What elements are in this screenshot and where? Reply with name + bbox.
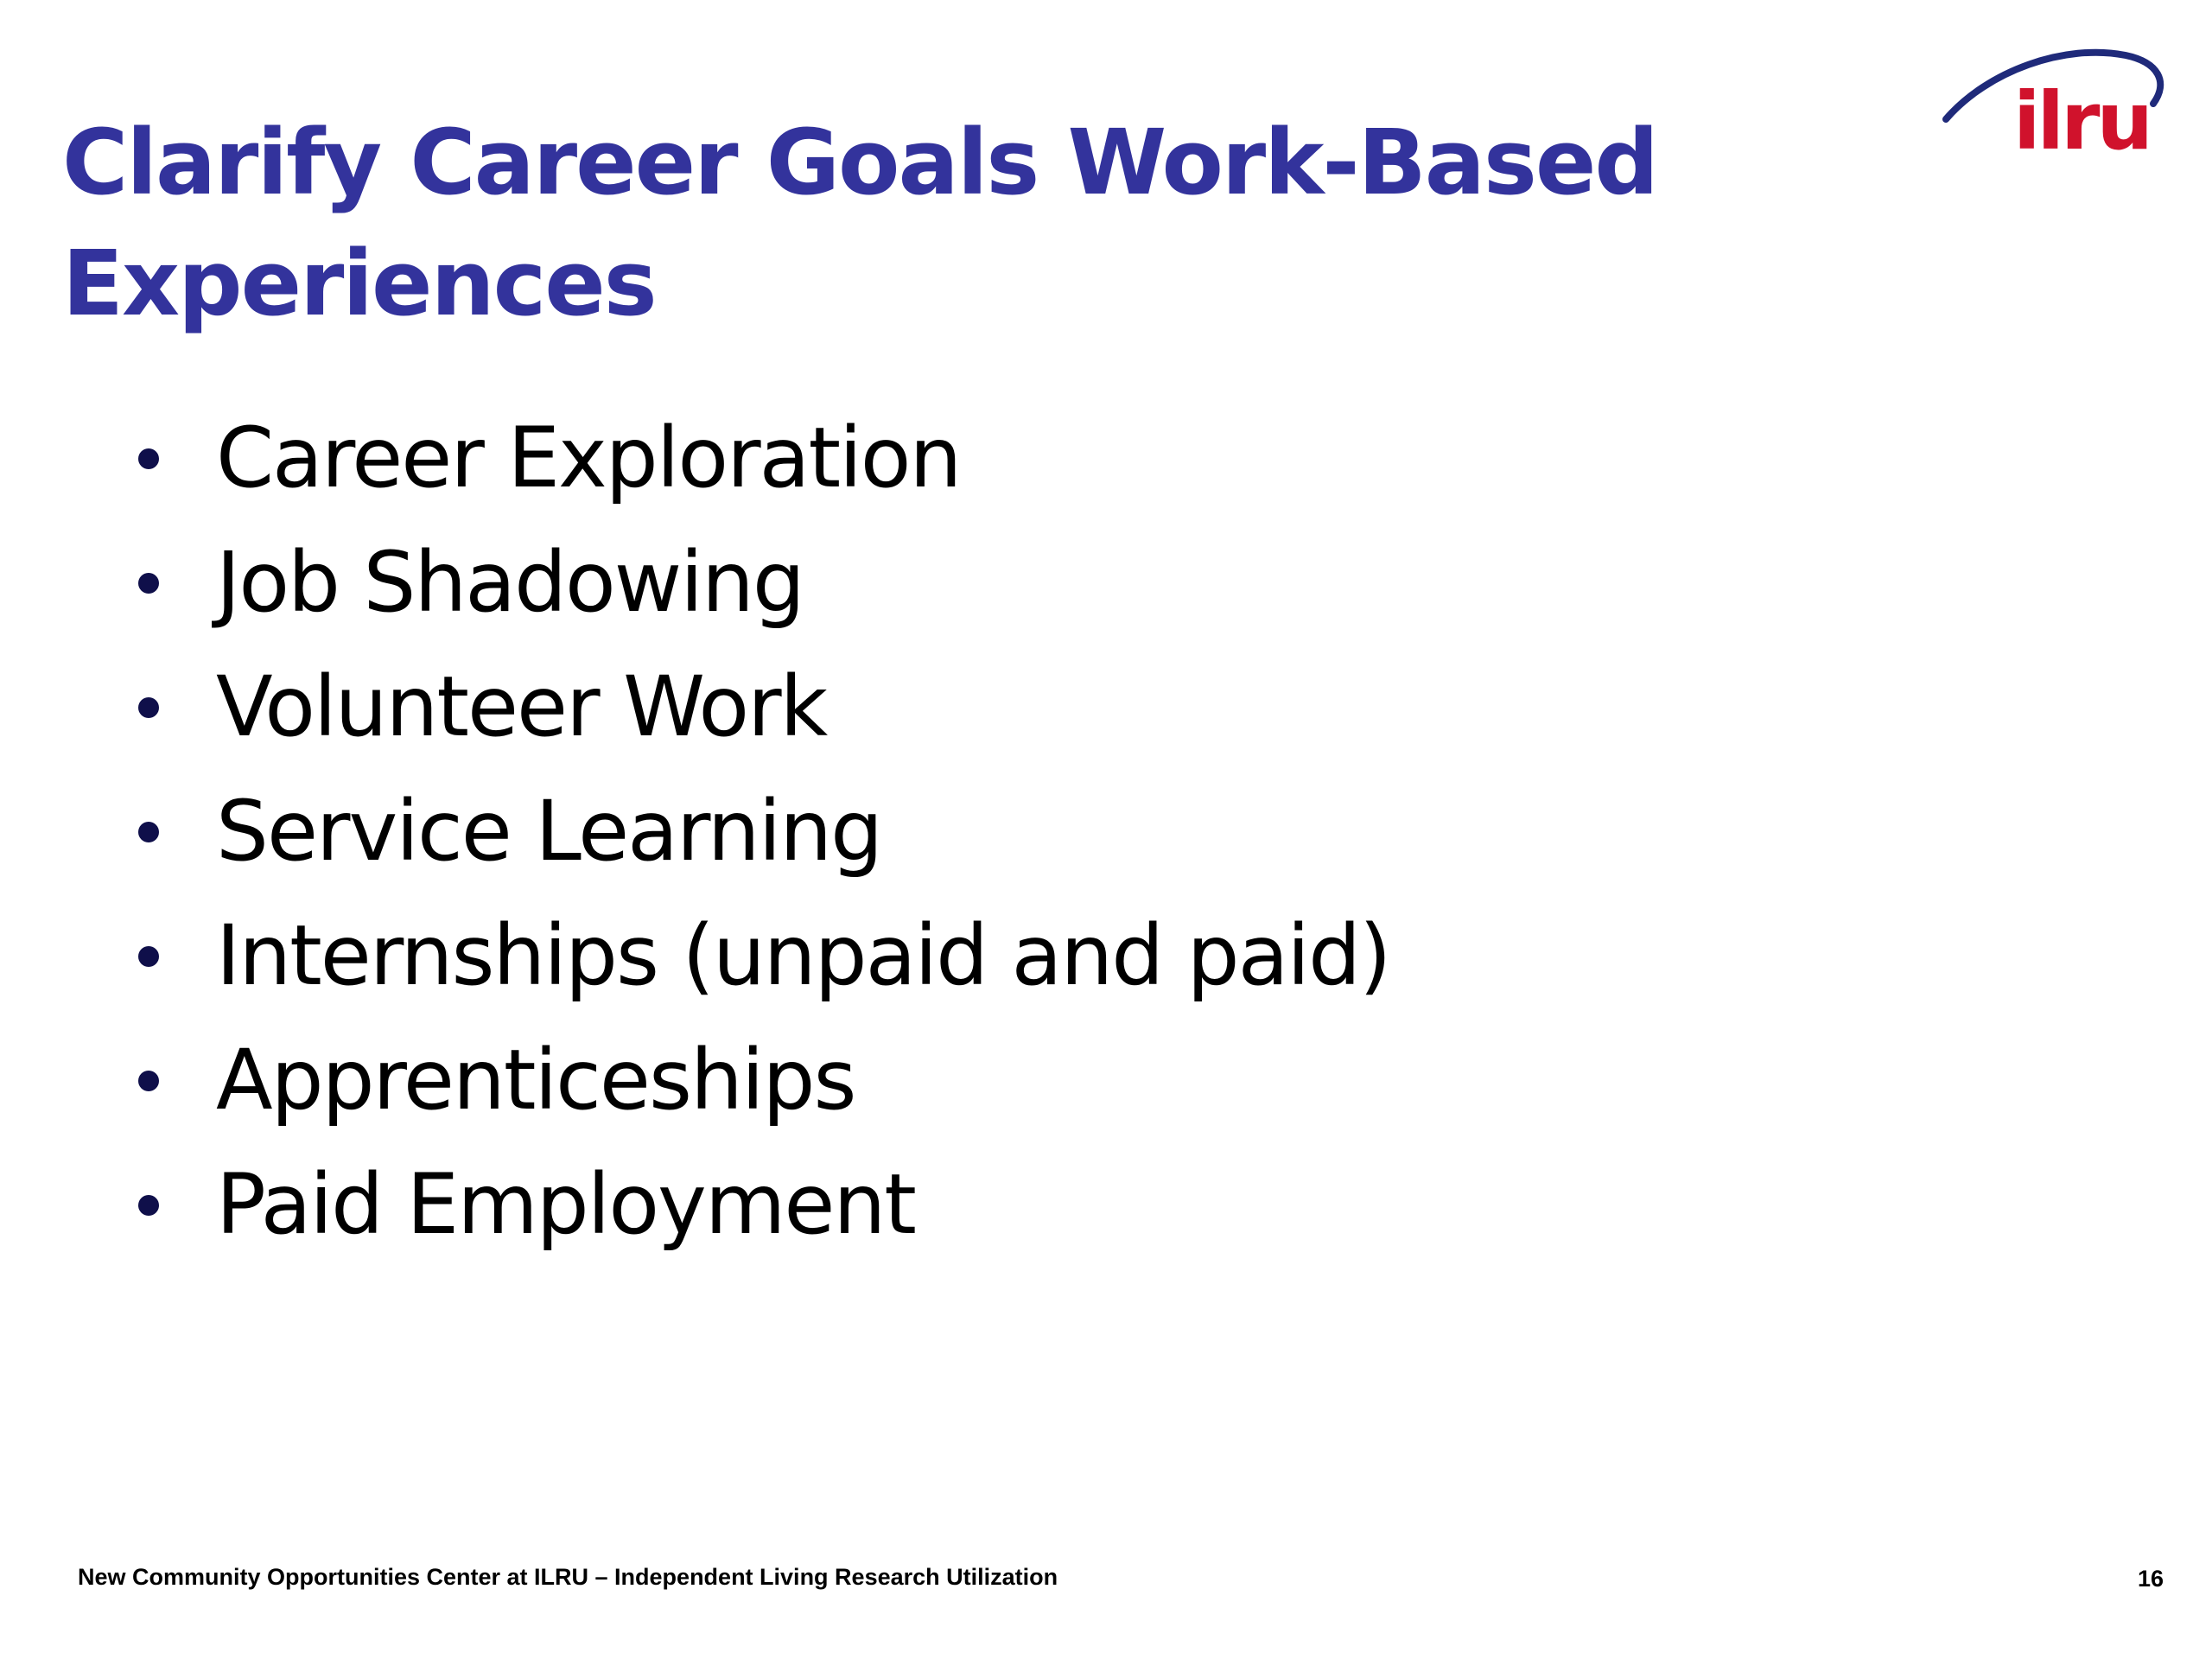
- footer-text: New Community Opportunities Center at ILRU – Independent Living Research Utilization: [78, 1564, 1058, 1590]
- page-number: 16: [2137, 1566, 2164, 1592]
- list-item-text: Career Exploration: [216, 410, 961, 506]
- bullet-icon: [138, 697, 159, 718]
- list-item: [130, 779, 1389, 904]
- bullet-icon: [138, 448, 159, 469]
- logo-text: ilru: [2013, 75, 2150, 164]
- list-item-text: Volunteer Work: [216, 658, 827, 755]
- list-item: [130, 655, 1389, 779]
- bullet-icon: [138, 1195, 159, 1216]
- list-item: [130, 1028, 1389, 1153]
- list-item-text: Internships (unpaid and paid): [216, 907, 1390, 1004]
- list-item: [130, 531, 1389, 655]
- slide-title: [62, 102, 1704, 344]
- slide-title-line-2: Experiences: [62, 231, 656, 336]
- slide-title-line-1: Clarify Career Goals Work-Based: [62, 110, 1657, 215]
- bullet-icon: [138, 822, 159, 842]
- list-item-text: Job Shadowing: [216, 534, 804, 631]
- list-item-text: Service Learning: [216, 783, 882, 880]
- bullet-list: [130, 406, 1389, 1277]
- bullet-icon: [138, 573, 159, 594]
- list-item: [130, 406, 1389, 531]
- ilru-logo: [1927, 35, 2169, 164]
- list-item-text: Paid Employment: [216, 1156, 915, 1253]
- list-item-text: Apprenticeships: [216, 1032, 855, 1128]
- bullet-icon: [138, 1071, 159, 1091]
- bullet-icon: [138, 946, 159, 967]
- list-item: [130, 904, 1389, 1028]
- list-item: [130, 1153, 1389, 1277]
